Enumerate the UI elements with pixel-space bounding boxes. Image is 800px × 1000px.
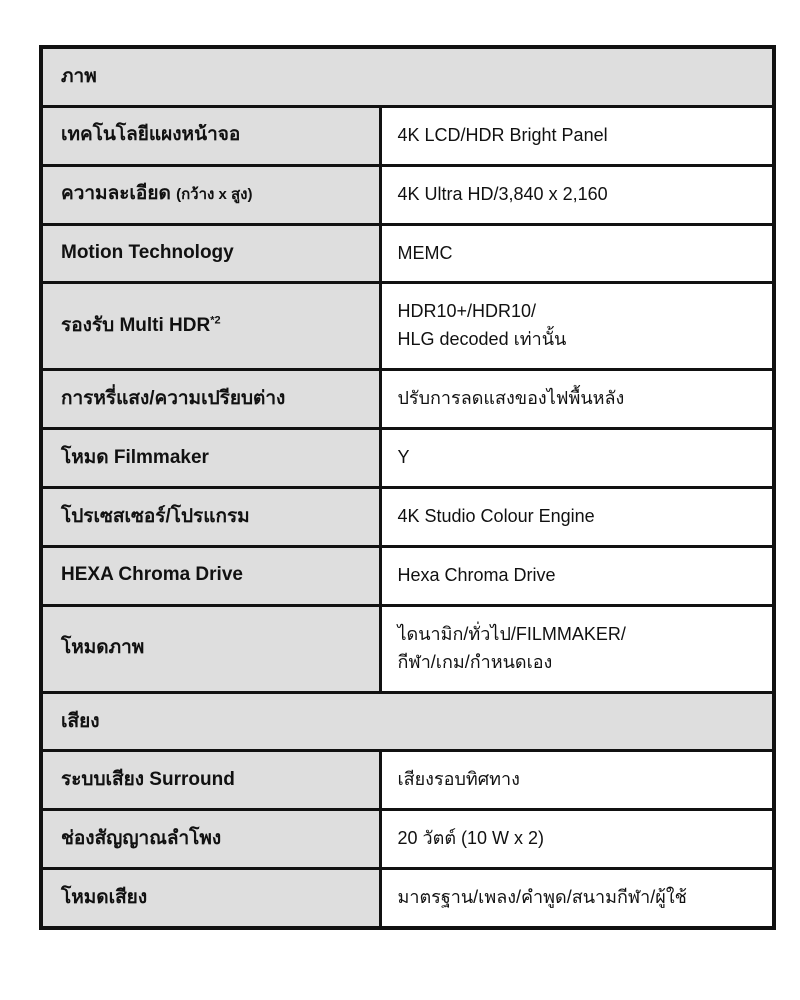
spec-label-cell xyxy=(41,283,380,370)
spec-value-line: MEMC xyxy=(397,242,453,263)
spec-value-cell xyxy=(380,487,774,546)
spec-value-cell xyxy=(380,429,774,488)
spec-row xyxy=(41,751,774,810)
spec-value-cell xyxy=(380,605,774,692)
spec-row xyxy=(41,429,774,488)
spec-label-text: HEXA Chroma Drive xyxy=(61,564,243,586)
spec-label-text: โหมด Filmmaker xyxy=(61,446,209,468)
spec-label-text: โปรเซสเซอร์/โปรแกรม xyxy=(61,505,250,527)
spec-label-text: โหมดเสียง xyxy=(61,886,148,908)
spec-label-cell xyxy=(41,106,380,165)
spec-value-line: HDR10+/HDR10/ xyxy=(397,301,537,322)
spec-label-cell xyxy=(41,869,380,928)
spec-value-line: ไดนามิก/ทั่วไป/FILMMAKER/ xyxy=(397,623,626,644)
spec-label-text: ความละเอียด xyxy=(61,183,171,205)
spec-value-line: มาตรฐาน/เพลง/คำพูด/สนามกีฬา/ผู้ใช้ xyxy=(397,887,687,908)
spec-value-cell xyxy=(380,751,774,810)
spec-value-cell xyxy=(380,546,774,605)
section-header-row xyxy=(41,692,774,751)
spec-value-line: ปรับการลดแสงของไฟพื้นหลัง xyxy=(397,388,625,409)
section-header-row xyxy=(41,47,774,106)
spec-row xyxy=(41,810,774,869)
spec-row xyxy=(41,546,774,605)
spec-label-qualifier: (กว้าง x สูง) xyxy=(176,186,253,204)
spec-value-line: เสียงรอบทิศทาง xyxy=(397,769,520,790)
spec-label-cell xyxy=(41,810,380,869)
spec-value-cell xyxy=(380,869,774,928)
specification-table xyxy=(39,45,776,930)
spec-label-text: การหรี่แสง/ความเปรียบต่าง xyxy=(61,387,286,409)
spec-label-cell xyxy=(41,487,380,546)
spec-value-line: กีฬา/เกม/กำหนดเอง xyxy=(397,651,553,672)
spec-value-cell xyxy=(380,370,774,429)
spec-label-text: ระบบเสียง Surround xyxy=(61,768,235,790)
spec-value-cell xyxy=(380,224,774,283)
spec-value-cell xyxy=(380,165,774,224)
spec-label-text: เทคโนโลยีแผงหน้าจอ xyxy=(61,124,241,146)
spec-label-cell xyxy=(41,429,380,488)
spec-value-cell xyxy=(380,283,774,370)
table-body xyxy=(41,47,774,928)
spec-label-cell xyxy=(41,224,380,283)
spec-row xyxy=(41,165,774,224)
spec-row xyxy=(41,224,774,283)
spec-row xyxy=(41,869,774,928)
spec-value-cell xyxy=(380,810,774,869)
spec-label-cell xyxy=(41,751,380,810)
section-heading: เสียง xyxy=(41,692,774,751)
spec-row xyxy=(41,487,774,546)
section-heading: ภาพ xyxy=(41,47,774,106)
spec-value-line: Y xyxy=(397,447,410,468)
spec-label-text: ช่องสัญญาณลำโพง xyxy=(61,827,222,849)
spec-value-line: Hexa Chroma Drive xyxy=(397,564,556,585)
spec-value-cell xyxy=(380,106,774,165)
spec-label-text: Motion Technology xyxy=(61,242,234,264)
spec-row xyxy=(41,106,774,165)
spec-label-cell xyxy=(41,605,380,692)
spec-row xyxy=(41,605,774,692)
spec-label-text: โหมดภาพ xyxy=(61,637,145,659)
spec-value-line: 4K LCD/HDR Bright Panel xyxy=(397,124,608,145)
spec-label-text: รองรับ Multi HDR xyxy=(61,314,211,336)
spec-label-cell xyxy=(41,546,380,605)
spec-label-cell xyxy=(41,165,380,224)
spec-value-line: 4K Ultra HD/3,840 x 2,160 xyxy=(397,183,608,204)
spec-value-line: 20 วัตต์ (10 W x 2) xyxy=(397,828,545,849)
spec-label-cell xyxy=(41,370,380,429)
spec-value-line: HLG decoded เท่านั้น xyxy=(397,329,567,350)
footnote-marker: *2 xyxy=(210,314,221,327)
spec-row xyxy=(41,370,774,429)
spec-row xyxy=(41,283,774,370)
spec-value-line: 4K Studio Colour Engine xyxy=(397,505,595,526)
